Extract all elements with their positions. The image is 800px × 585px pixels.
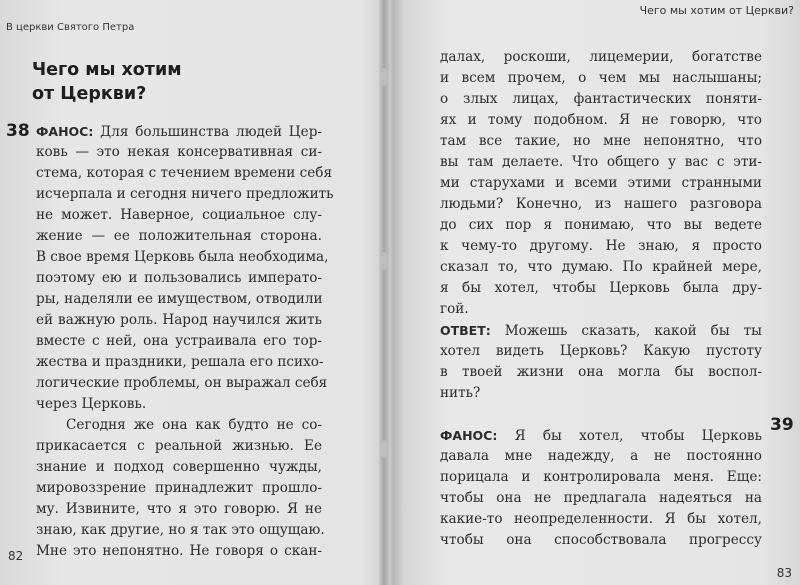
text-line — [36, 520, 325, 541]
line-text: ковь — это некая консервативная си- — [36, 144, 322, 160]
text-line — [36, 310, 322, 331]
text-line — [440, 488, 762, 509]
text-line — [440, 194, 762, 215]
text-line — [440, 320, 762, 341]
line-text: и всем прочем, о чем мы наслышаны; — [440, 70, 762, 86]
text-line — [36, 163, 333, 184]
line-text: Я бы хотел, чтобы Церковь — [497, 428, 762, 444]
line-text: Сегодня же она как будто не со- — [66, 417, 322, 433]
binding-staple — [381, 252, 387, 270]
line-text: хотел видеть Церковь? Какую пустоту — [440, 343, 762, 359]
right-running-head: Чего мы хотим от Церкви? — [639, 4, 794, 17]
text-line — [36, 478, 322, 499]
line-text: стема, которая с течением времени себя — [36, 165, 333, 181]
chapter-title — [32, 58, 182, 106]
line-text: Мне это непонятно. Не говоря о скан- — [36, 543, 322, 559]
left-body-text — [36, 121, 334, 562]
right-page-number: 83 — [776, 566, 792, 580]
left-running-head: В церкви Святого Петра — [6, 22, 135, 33]
line-text: ей важную роль. Народ научился жить — [36, 312, 322, 328]
text-line — [440, 89, 762, 110]
text-line — [36, 373, 328, 394]
text-line — [440, 362, 762, 383]
text-line — [36, 541, 322, 562]
text-line — [36, 436, 322, 457]
line-text: давала мне надежду, а не постоянно — [440, 448, 762, 464]
text-line — [36, 121, 322, 142]
text-line — [36, 184, 334, 205]
line-text: далах, роскоши, лицемерии, богатстве — [440, 49, 762, 65]
line-text: жение — ее положительная сторона. — [36, 228, 322, 244]
text-line — [440, 467, 762, 488]
text-line — [440, 152, 762, 173]
right-page — [390, 0, 800, 585]
text-line — [36, 247, 329, 268]
line-text: прикасается с реальной жизнью. Ее — [36, 438, 322, 454]
line-text: чтобы она не предлагала надеяться на — [440, 490, 762, 506]
line-text: ми старухами и всеми этими странными — [440, 175, 762, 191]
line-text: до сих пор я понимаю, что вы ведете — [440, 217, 762, 233]
text-line — [440, 404, 762, 425]
text-line — [440, 341, 762, 362]
line-text: Для большинства людей Цер- — [93, 124, 322, 140]
text-line — [440, 68, 762, 89]
text-line — [36, 226, 322, 247]
text-line — [36, 457, 322, 478]
text-line — [36, 394, 322, 415]
text-line — [440, 47, 762, 68]
line-text: к чему-то другому. Не знаю, я просто — [440, 238, 762, 254]
line-text: о злых лицах, фантастических поняти- — [440, 91, 762, 107]
text-line — [36, 415, 322, 436]
binding-staple — [381, 440, 387, 458]
line-text: знаю, как другие, но я так это ощущаю. — [36, 522, 325, 538]
speaker-label: ФАНОС: — [36, 124, 94, 139]
line-text: В свое время Церковь была необходима, — [36, 249, 329, 265]
line-text: вместе с ней, она устраивала его тор- — [36, 333, 322, 349]
book-gutter — [379, 0, 389, 585]
text-line — [36, 352, 322, 373]
text-line — [440, 299, 762, 320]
chapter-title-line: Чего мы хотим — [32, 60, 182, 80]
line-text: знание и подход совершенно чужды, — [36, 459, 322, 475]
line-text: му. Извините, что я это говорю. Я не — [36, 501, 322, 517]
left-page-number: 82 — [8, 549, 24, 563]
line-text: исчерпала и сегодня ничего предложить — [36, 186, 334, 202]
text-line — [440, 278, 762, 299]
line-text: там все такие, но мне непонятно, что — [440, 133, 762, 149]
text-line — [36, 268, 322, 289]
text-line — [36, 499, 322, 520]
left-page — [0, 0, 380, 585]
text-line — [440, 173, 762, 194]
line-text: ры, наделяли ее имуществом, отводили — [36, 291, 323, 307]
line-text: ях и тому подобном. Я не говорю, что — [440, 112, 762, 128]
text-line — [440, 131, 762, 152]
text-line — [440, 257, 762, 278]
text-line — [36, 289, 322, 310]
margin-ref-number: 38 — [6, 121, 30, 141]
line-text: чтобы она способствовала прогрессу — [440, 532, 762, 548]
line-text: гой. — [440, 301, 469, 317]
line-text: через Церковь. — [36, 396, 147, 412]
line-text: в твоей жизни она могла бы воспол- — [440, 364, 762, 380]
text-line — [440, 215, 762, 236]
speaker-label: ФАНОС: — [440, 428, 498, 443]
line-text: какие-то неопределенности. Я бы хотел, — [440, 511, 762, 527]
text-line — [440, 509, 762, 530]
line-text: жества и праздники, решала его психо- — [36, 354, 324, 370]
binding-staple — [381, 68, 387, 86]
line-text: я бы хотел, чтобы Церковь была дру- — [440, 280, 762, 296]
chapter-title-line: от Церкви? — [32, 84, 147, 104]
line-text: не может. Наверное, социальное слу- — [36, 207, 322, 223]
text-line — [440, 236, 762, 257]
text-line — [440, 425, 762, 446]
line-text: вы там делаете. Что общего у вас с эти- — [440, 154, 762, 170]
text-line — [36, 205, 322, 226]
line-text: сказал то, что думаю. По крайней мере, — [440, 259, 762, 275]
text-line — [440, 383, 762, 404]
text-line — [36, 142, 322, 163]
line-text: людьми? Конечно, из нашего разговора — [440, 196, 762, 212]
margin-ref-number: 39 — [770, 415, 794, 435]
text-line — [440, 110, 762, 131]
line-text: логические проблемы, он выражал себя — [36, 375, 328, 391]
line-text: поэтому ею и пользовались императо- — [36, 270, 322, 286]
line-text: Можешь сказать, какой бы ты — [490, 323, 762, 339]
text-line — [440, 446, 762, 467]
right-body-text — [440, 47, 762, 551]
text-line — [440, 530, 762, 551]
line-text: нить? — [440, 385, 481, 401]
line-text: порицала и контролировала меня. Еще: — [440, 469, 762, 485]
text-line — [36, 331, 322, 352]
line-text: мировоззрение принадлежит прошло- — [36, 480, 322, 496]
speaker-label: ОТВЕТ: — [440, 323, 491, 338]
